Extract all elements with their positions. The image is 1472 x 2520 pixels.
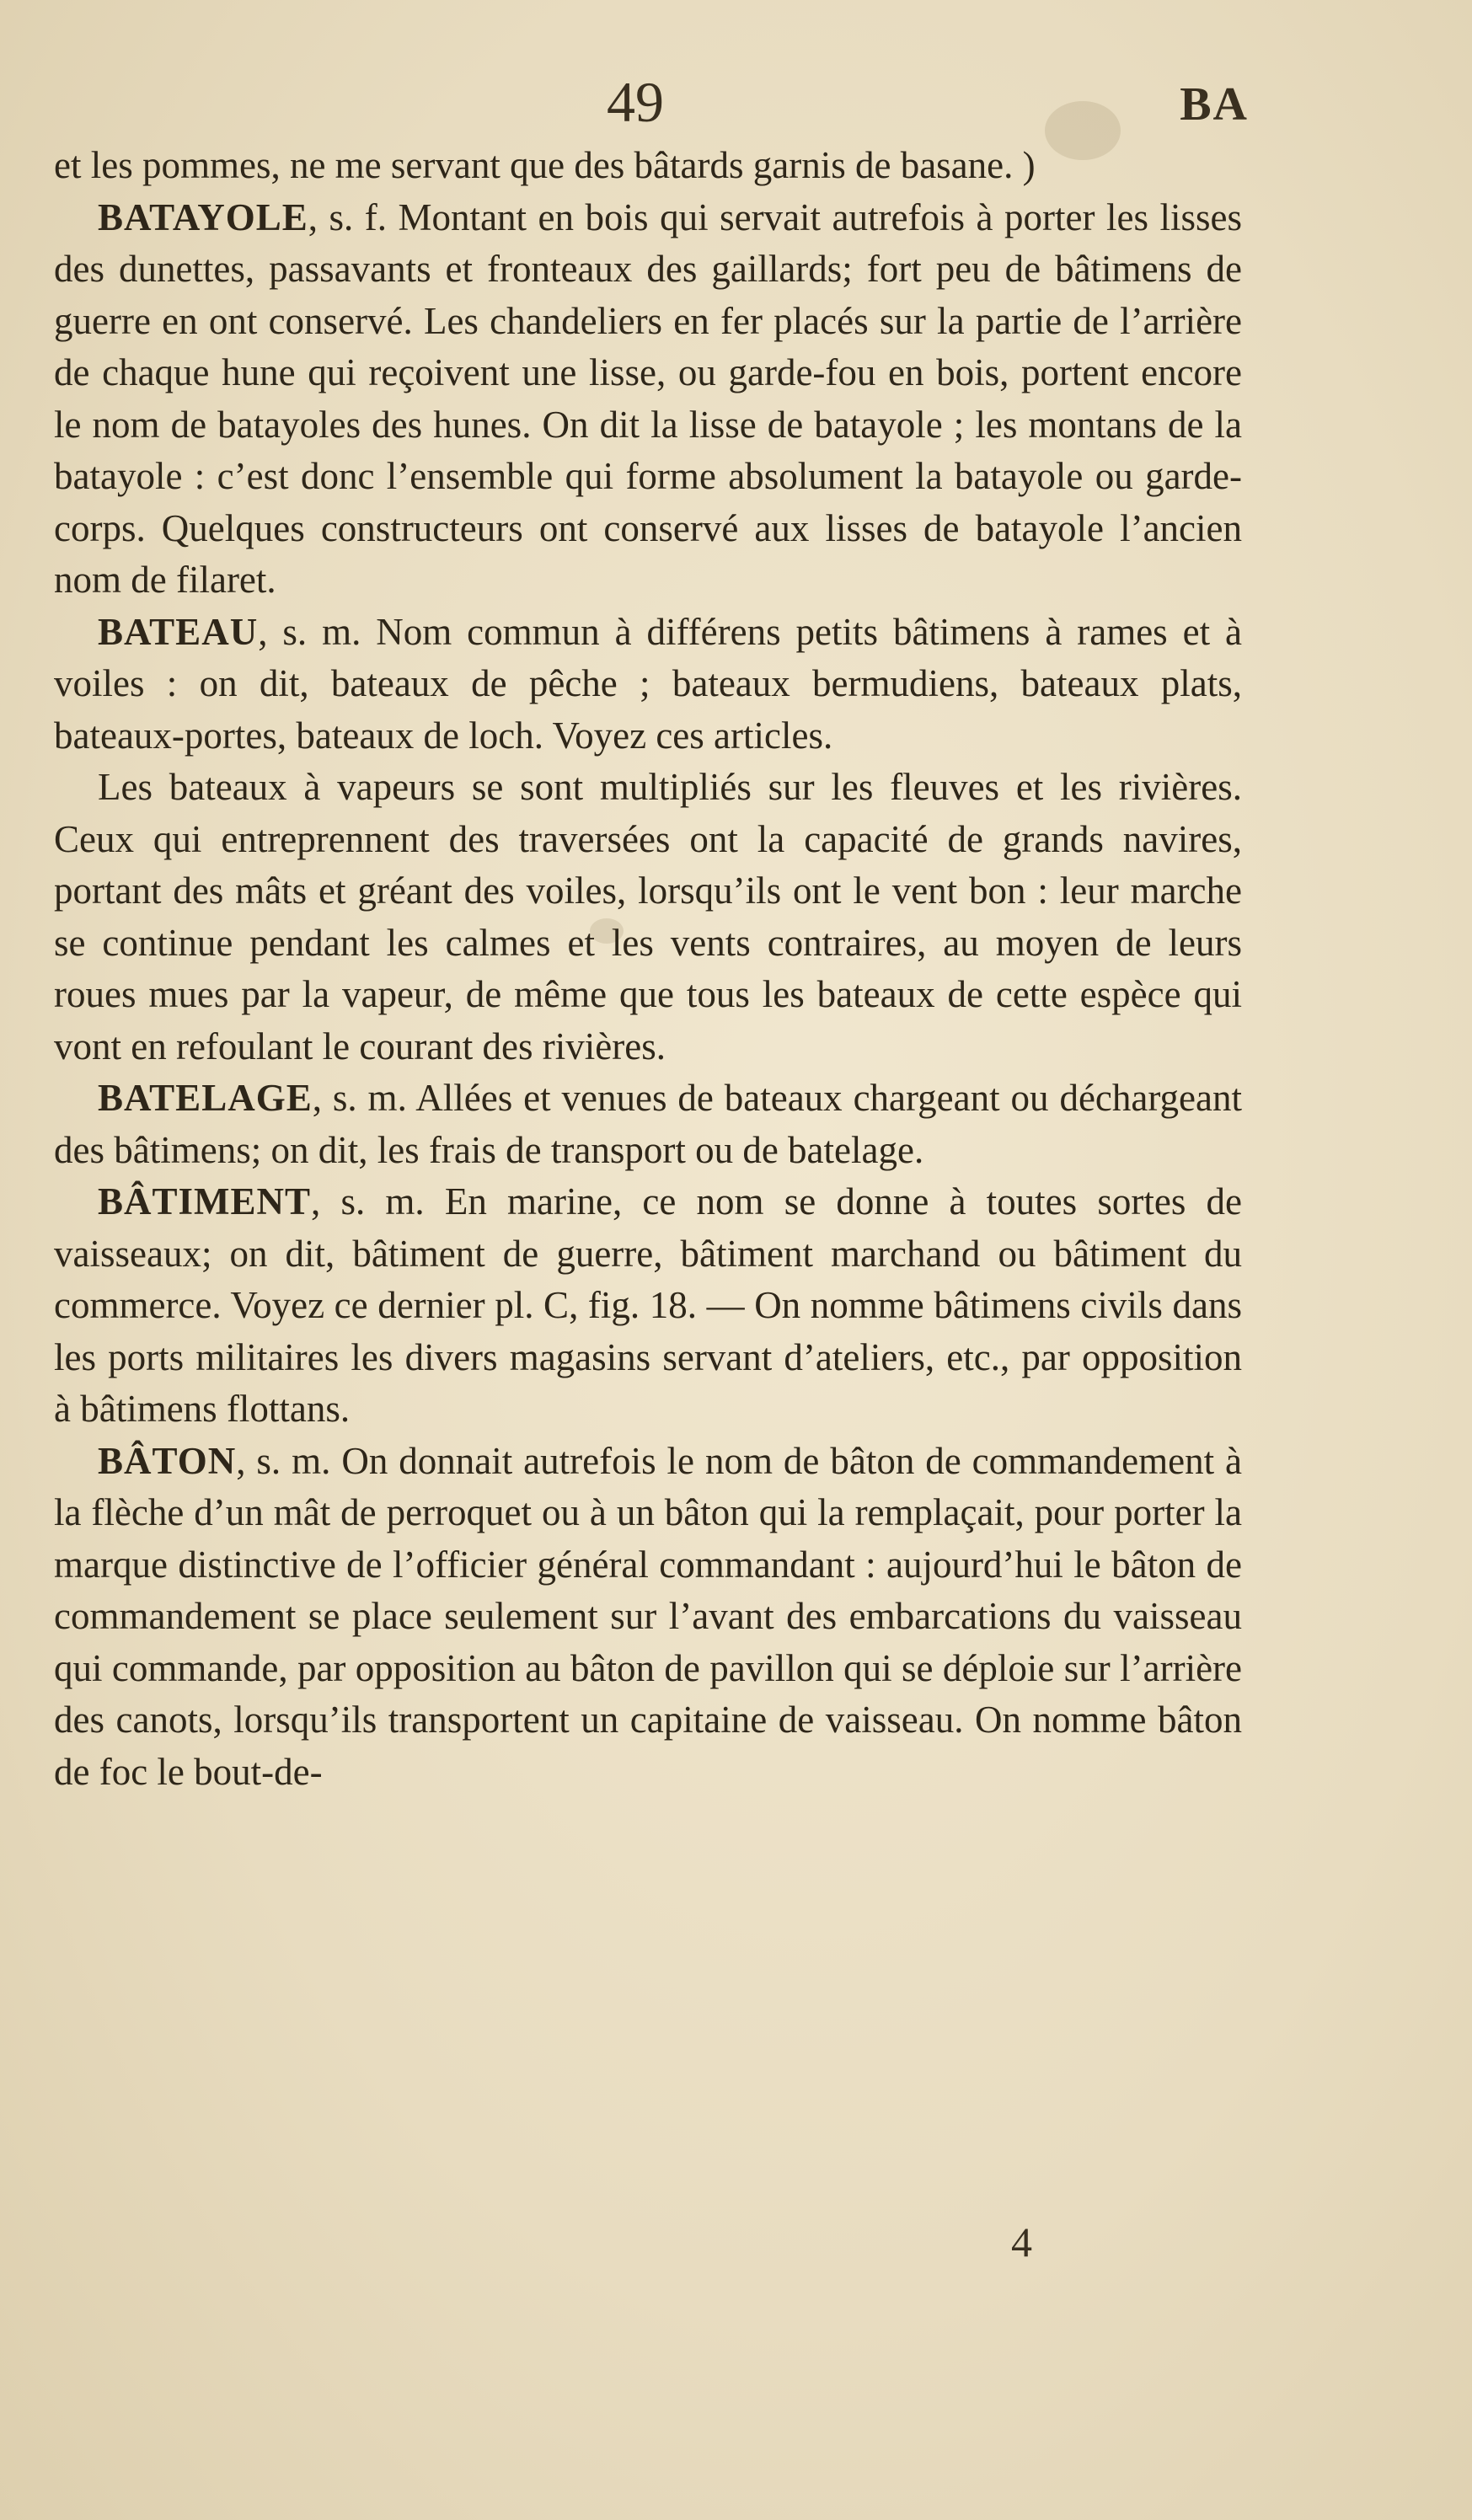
entry-headword: BATELAGE: [98, 1077, 313, 1119]
entry-batayole: [54, 192, 1242, 607]
entry-text: et les pommes, ne me servant que des bâtards garnis de basane. ): [54, 144, 1036, 186]
entry-bateau-vapeurs: [54, 762, 1242, 1073]
entry-text: , s. m. Nom commun à différens petits bâtimens à rames et à voiles : on dit, bateaux de pêche ; bateaux bermudiens, bateaux plats, bateaux-portes, bateaux de loch. Voyez ces articles.: [54, 610, 1242, 757]
entry-baton: [54, 1436, 1242, 1799]
running-head: BA: [1180, 78, 1249, 131]
entry-text: , s. m. On donnait autrefois le nom de bâton de commandement à la flèche d’un mât de perroquet ou à un bâton qui la remplaçait, pour porter la marque distinctive de l’officier général commandant : aujourd’hui le bâton de commandement se place seulement sur l’avant des embarcations du vaisseau qui commande, par opposition au bâton de pavillon qui se déploie sur l’arrière des canots, lorsqu’ils transportent un capitaine de vaisseau. On nomme bâton de foc le bout-de-: [54, 1439, 1242, 1793]
entry-headword: BÂTON: [98, 1439, 237, 1482]
entry-text: , s. f. Montant en bois qui servait autrefois à porter les lisses des dunettes, passavants et fronteaux des gaillards; fort peu de bâtimens de guerre en ont conservé. Les chandeliers en fer placés sur la partie de l’arrière de chaque hune qui reçoivent une lisse, ou garde-fou en bois, portent encore le nom de batayoles des hunes. On dit la lisse de batayole ; les montans de la batayole : c’est donc l’ensemble qui forme absolument la batayole ou garde-corps. Quelques constructeurs ont conservé aux lisses de batayole l’ancien nom de filaret.: [54, 195, 1242, 601]
entry-headword: BATAYOLE: [98, 195, 308, 238]
entry-text: Les bateaux à vapeurs se sont multipliés sur les fleuves et les rivières. Ceux qui entreprennent des traversées ont la capacité de grands navires, portant des mâts et gréant des voiles, lorsqu’ils ont le vent bon : leur marche se continue pendant les calmes et les vents contraires, au moyen de leurs roues mues par la vapeur, de même que tous les bateaux de cette espèce qui vont en refoulant le courant des rivières.: [54, 766, 1242, 1067]
entry-headword: BÂTIMENT: [98, 1180, 312, 1223]
entry-continuation: [54, 140, 1242, 192]
entry-bateau: [54, 607, 1242, 762]
entry-text: , s. m. En marine, ce nom se donne à toutes sortes de vaisseaux; on dit, bâtiment de guerre, bâtiment marchand ou bâtiment du commerce. Voyez ce dernier pl. C, fig. 18. — On nomme bâtimens civils dans les ports militaires les divers magasins servant d’ateliers, etc., par opposition à bâtimens flottans.: [54, 1180, 1242, 1430]
signature-mark: 4: [1011, 2218, 1032, 2266]
dictionary-entries: [54, 140, 1242, 1798]
entry-batiment: [54, 1176, 1242, 1436]
page-number: 49: [607, 70, 664, 134]
entry-text: , s. m. Allées et venues de bateaux chargeant ou déchargeant des bâtimens; on dit, les frais de transport ou de batelage.: [54, 1077, 1242, 1171]
entry-headword: BATEAU: [98, 610, 259, 653]
page-header: [0, 52, 1472, 145]
entry-batelage: [54, 1073, 1242, 1176]
